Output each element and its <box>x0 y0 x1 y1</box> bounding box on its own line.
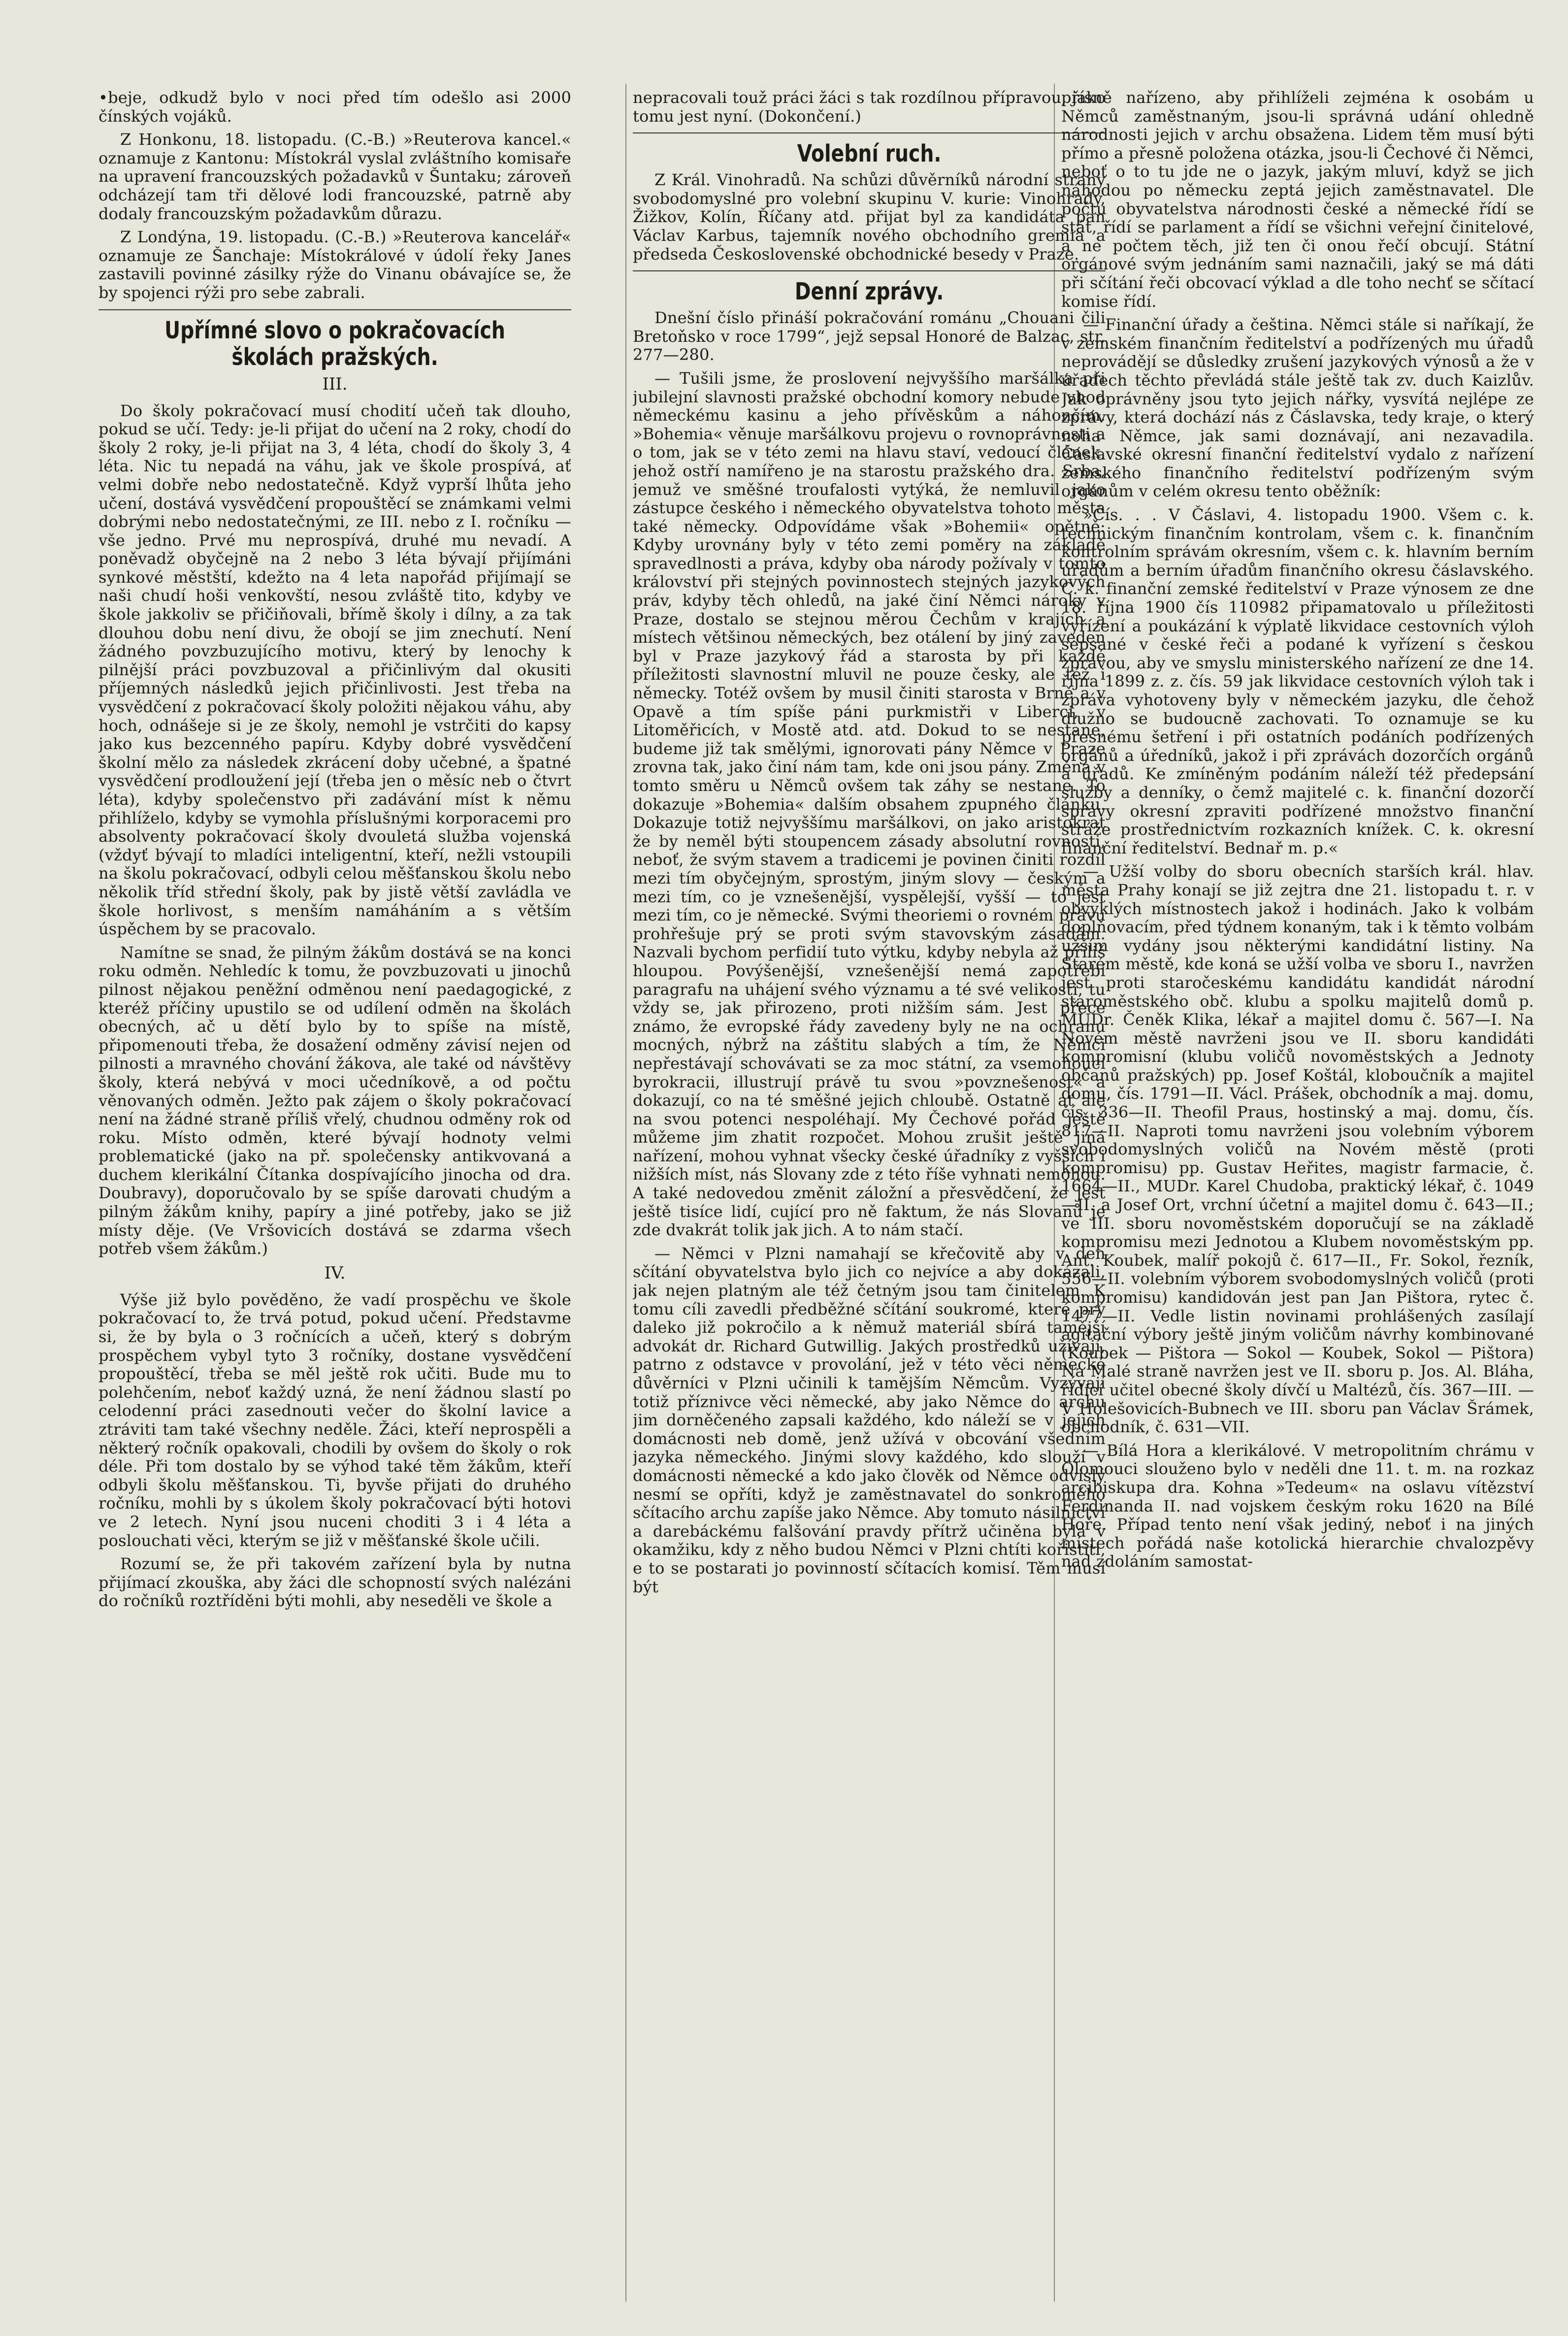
column-2 <box>633 89 1106 2297</box>
section-divider <box>633 132 1106 133</box>
article-paragraph: Rozumí se, že při takovém zařízení byla by nutna přijímací zkouška, aby žáci dle schopností svých nalézáni do ročníků roztříděni býti mohli, aby neseděli ve škole a <box>98 1554 571 1611</box>
section-heading: Denní zprávy. <box>794 278 944 306</box>
column-3 <box>1061 89 1534 2297</box>
article-paragraph: Do školy pokračovací musí chodití učeň tak dlouho, pokud se učí. Tedy: je-li přijat do učení na 2 roky, chodí do školy 2 roky, je-li přijat na 3, 4 léta, chodí do školy 3, 4 léta. Nic tu nepadá na váhu, jak ve škole prospívá, ať velmi dobře nebo nedostatečně. Když vyprší lhůta jeho učení, dostává vysvědčení propouštěcí se známkami velmi dobrými nebo nedostatečnými, ze III. nebo z I. ročníku — vše jedno. Prvé mu neprospívá, druhé mu nevadí. A poněvadž obyčejně na 2 nebo 3 léta bývají přijímáni synkové městští, kdežto na 4 leta napořád přijímají se naši chudí hoši venkovští, nesou zvláště tito, kdyby ve škole jakkoliv se přičiňovali, břímě školy i dílny, a za tak dlouhou dobu není divu, že obojí se jim znechutí. Není žádného povzbuzujícího motivu, který by lenochy k pilnější práci povzbuzoval a přičinlivým dal okusiti příjemných následků jejich přičinlivosti. Jest třeba na vysvědčení z pokračovací školy položiti nějakou váhu, aby hoch, odnášeje si je ze školy, nemohl je vstrčiti do kapsy jako kus bezcenného papíru. Kdyby dobré vysvědčení školní mělo za následek zkrácení doby učebné, a špatné vysvědčení prodloužení její (třeba jen o měsíc neb o čtvrt léta), kdyby společenstvo při zadávání míst k němu přihlíželo, kdyby se vymohla příslušnými korporacemi pro absolventy pokračovací školy dvouletá služba vojenská (vždyť bývají to mladíci inteligentní, kteří, nežli vstoupili na školu pokračovací, odbyli celou měšťanskou školu nebo několik tříd střední školy, pak by jistě větší zavládla ve škole horlivost, s menším namáháním a s větším úspěchem by se pracovalo. <box>98 401 571 939</box>
article-paragraph: — Němci v Plzni namahají se křečovitě aby v den sčítání obyvatelstva bylo jich co nejvíce a aby dokázali, jak nejen platným ale též četným jsou tam činitelem. K tomu cíli zavedli předběžné sčítání soukromé, které prý daleko již pokročilo a k němuž materiál sbírá tamější advokát dr. Richard Gutwillig. Jakých prostředků užívají, patrno z odstavce v provolání, jež v této věci německé důvěrníci v Plzni učinili k tamějším Němcům. Vyzývají totiž příznivce věci německé, aby jako Němce do archu jim dorněčeného zapsali každého, kdo náleží se v jejich domácnosti neb domě, jenž užívá v obcování všedním jazyka německého. Jinými slovy každého, kdo slouží v domácnosti německé a kdo jako člověk od Němce odvislý nesmí se opříti, když je zaměstnavatel do sonkromého sčítacího archu zapíše jako Němce. Aby tomuto násilnictví a darebáckému falšování pravdy přítrž učiněna byla v okamžiku, kdy z něho budou Němci v Plzni chtíti kořistiti, e to se postarati jo povinností sčítacích komisí. Těm musí být <box>633 1244 1106 1596</box>
section-number: III. <box>322 374 348 394</box>
article-paragraph: •beje, odkudž bylo v noci před tím odešlo asi 2000 čínských vojáků. <box>98 89 571 126</box>
article-paragraph: — Tušili jsme, že proslovení nejvyššího maršálka při jubilejní slavnosti pražské obchodní komory nebude vhod německému kasinu a jeho přívěskům a náhončím. »Bohemia« věnuje maršálkovu projevu o rovnoprávnosti a o tom, jak se v této zemi na hlavu staví, vedoucí článek, jehož ostří namířeno je na starostu pražského dra. Srba, jemuž ve směšné troufalosti vytýká, že nemluvil jako zástupce českého i německého obyvatelstva tohoto města také německy. Odpovídáme však »Bohemii« opětně: Kdyby urovnány byly v této zemi poměry na základě spravedlnosti a práva, kdyby oba národy požívaly v tomto království při stejných povinnostech stejných jazykových práv, kdyby těch ohledů, na jaké činí Němci nároky v Praze, dostalo se stejnou měrou Čechům v krajích a místech většinou německých, bez otálení by jiný zaveden byl v Praze jazykový řád a starosta by při každé příležitosti slavnostní mluvil ne pouze česky, ale též i německy. Totéž ovšem by musil činiti starosta v Brně a v Opavě a tím spíše páni purkmistři v Liberci, v Litoměřicích, v Mostě atd. atd. Dokud to se nestane, budeme již tak smělými, ignorovati pány Němce v Praze zrovna tak, jako činí nám tam, kde oni jsou pány. Změna v tomto směru u Němců ovšem tak záhy se nestane. To dokazuje »Bohemia« dalším obsahem zpupného článku. Dokazuje totiž nejvyššímu maršálkovi, on jako aristokrat že by neměl býti stoupencem zásady absolutní rovnosti, neboť, že svým stavem a tradicemi je povinen činiti rozdíl mezi tím obyčejným, sprostým, jiným slovy — českým a mezi tím, co je vznešenější, vyspělejší, vyšší — to jest mezi tím, co je německé. Svými theoriemi o rovném právu prohřešuje prý se proti svým stavovským zásadám. Nazvali bychom perfidií tuto výtku, kdyby nebyla až příliš hloupou. Povýšenější, vznešenější nemá zapotřebí paragrafu na uhájení svého významu a té své velikosti, tu vždy se, jak přirozeno, proti nižším sám. Jest přece známo, že evropské řády zavedeny byly ne na ochranu mocných, nýbrž na záštitu slabých a tím, že Němci nepřestávají schovávati se za moc státní, za vsemohoucí byrokracii, illustrují právě tu svou »povznešenost« a dokazují, co na té směšné jejich chloubě. Ostatně ať ale na svou potenci nespoléhají. My Čechové pořád ještě můžeme jim zhatit rozpočet. Mohou zrušit ještě jiná nařízení, mohou vyhnat všecky české úřadníky z vyšších i nižších míst, nás Slovany zde z této říše vyhnati nemohou. A také nedovedou změnit záložní a přesvědčení, že jest ještě tisíce lidí, cující pro ně faktum, že nás Slovanů je zde dvakrát tolik jak jich. A to nám stačí. <box>633 368 1106 1240</box>
section-heading: Volební ruch. <box>797 140 942 168</box>
article-paragraph: Z Honkonu, 18. listopadu. (C.-B.) »Reuterova kancel.« oznamuje z Kantonu: Místokrál vyslal zvláštního komisaře na upravení francouzských požadavků v Šuntaku; zároveň odcházejí tam tři dělové lodi francouzské, patrně aby dodaly francouzským požadavkům důrazu. <box>98 130 571 223</box>
column-1 <box>98 89 571 2297</box>
article-paragraph: Z Král. Vinohradů. Na schůzi důvěrníků národní strany svobodomyslné pro volební skupinu V. kurie: Vinohrady, Žižkov, Kolín, Říčany atd. přijat byl za kandidáta pan Václav Karbus, tajemník nového obchodního gremia a předseda Československé obchodnické besedy v Praze. <box>633 170 1106 263</box>
section-divider <box>98 309 571 310</box>
article-paragraph: Namítne se snad, že pilným žákům dostává se na konci roku odměn. Nehledíc k tomu, že povzbuzovati u jinochů pilnost nějakou peněžní odměnou není paedagogické, z kteréž příčiny upustilo se od udílení odměn na školách obecných, ač u dětí bylo by to spíše na místě, připomenouti třeba, že dosažení odměny závisí nejen od pilnosti a mravného chování žákova, ale také od návštěvy školy, která nebývá v moci učedníkově, a od počtu věnovaných odměn. Ježto pak zájem o školy pokračovací není na žádné straně příliš vřelý, chudnou odměny rok od roku. Místo odměn, které bývají hodnoty velmi problematické (jako na př. společensky antikvovaná a duchem klerikální Čítanka dospívajícího jinocha od dra. Doubravy), doporučovalo by se spíše darovati chudým a pilným žákům knihy, papíry a jiné potřeby, jako se již místy děje. (Ve Vršovicích dostává se zdarma všech potřeb všem žákům.) <box>98 943 571 1258</box>
article-paragraph: Výše již bylo pověděno, že vadí prospěchu ve škole pokračovací to, že trvá potud, pokud učení. Představme si, že by byla o 3 ročnících a učeň, který s dobrým prospěchem vybyl tyto 3 ročníky, dostane vysvědčení propouštěcí, třeba se měl ještě rok učiti. Bude mu to polehčením, neboť každý uzná, že není žádnou slastí po celodenní práci zasednouti večer do školní lavice a ztráviti tam také všechny neděle. Žáci, kteří neprospěli a některý ročník opakovali, chodili by ovšem do školy o rok déle. Při tom dostalo by se výhod také těm žákům, kteří odbyli školu měšťanskou. Ti, byvše přijati do druhého ročníku, mohli by s úkolem školy pokračovací býti hotovi ve 2 letech. Nyní jsou nuceni choditi 3 i 4 léta a poslouchati věci, kterým se již v měšťanské škole učili. <box>98 1290 571 1550</box>
article-paragraph: přísně nařízeno, aby přihlíželi zejména k osobám u Němců zaměstnaným, jsou-li správná udání ohledně národnosti jejich v archu obsažena. Lidem těm musí býti přímo a přesně položena otázka, jsou-li Čechové či Němci, neboť o to tu jde ne o jazyk, jakým mluví, když se jich náhodou po německu zeptá jejich zaměstnavatel. Dle počtu obyvatelstva národnosti české a německé řídí se stát, řídí se parlament a řídí se všichni veřejní činitelové, a ne počtem těch, již ten či onou řečí obcují. Státní orgánové svým jednáním sami naznačili, jaký se má dáti při sčítání řeči obcovací výklad a dle toho nechť se sčítací komise řídí. <box>1061 89 1534 311</box>
article-paragraph: — Užší volby do sboru obecních starších král. hlav. města Prahy konají se již zejtra dne 21. listopadu t. r. v obvyklých místnostech jakož i hodinách. Jako k volbám doplňovacím, před týdnem konaným, tak i k těmto volbám užším vydány jsou některými kandidátní listiny. Na Starém městě, kde koná se užší volba ve sboru I., navržen jest proti staročeskému kandidátu kandidát národní staroměstského obč. klubu a spolku majitelů domů p. MUDr. Čeněk Klika, lékař a majitel domu č. 567—I. Na Novém městě navrženi jsou ve II. sboru kandidáti kompromisní (klubu voličů novoměstských a Jednoty občanů pražských) pp. Josef Koštál, kloboučník a majitel domu, čís. 1791—II. Václ. Prášek, obchodník a maj. domu, čís. 336—II. Theofil Praus, hostinský a maj. domu, čís. 817—II. Naproti tomu navrženi jsou volebním výborem svobodomyslných voličů na Novém městě (proti kompromisu) pp. Gustav Heřites, magistr farmacie, č. 1664—II., MUDr. Karel Chudoba, praktický lékař, č. 1049—II. a Josef Ort, vrchní účetní a majitel domu č. 643—II.; ve III. sboru novoměstském doporučují se na základě kompromisu mezi Jednotou a Klubem novoměstským pp. Ant. Koubek, malíř pokojů č. 617—II., Fr. Sokol, řezník, 556—II. volebním výborem svobodomyslných voličů (proti kompromisu) kandidován jest pan Jan Pištora, rytec č. 1477—II. Vedle listin novinami prohlášených zasílají agitační výbory ještě jiným voličům návrhy kombinované (Koubek — Pištora — Sokol — Koubek, Sokol — Pištora) Na Malé straně navržen jest ve II. sboru p. Jos. Al. Bláha, řídící učitel obecné školy dívčí u Maltézů, čís. 367—III. — V Holešovicích-Bubnech ve III. sboru pan Václav Šrámek, obchodník, č. 631—VII. <box>1061 862 1534 1437</box>
article-paragraph: nepracovali touž práci žáci s tak rozdílnou přípravou, jako tomu jest nyní. (Dokončení.) <box>633 89 1106 126</box>
article-paragraph: — Bílá Hora a klerikálové. V metropolitním chrámu v Olomouci slouženo bylo v neděli dne 11. t. m. na rozkaz arcibiskupa dra. Kohna »Tedeum« na oslavu vítězství Ferdinanda II. nad vojskem českým roku 1620 na Bílé Hoře. Případ tento není však jediný, neboť i na jiných místech pořádá naše kotolická hierarchie chvalozpěvy nad zdoláním samostat- <box>1061 1441 1534 1571</box>
article-paragraph: »Čís. . . V Čáslavi, 4. listopadu 1900. Všem c. k. technickým finančním kontrolam, všem c. k. finančním kontrolním správám okresním, všem c. k. hlavním berním úřadům a berním úřadům finančního okresu čáslavského. C. k. finanční zemské ředitelství v Praze výnosem ze dne 18. října 1900 čís 110982 připamatovalo u příležitosti vyřízení a poukázání k výplatě likvidace cestovních výloh sepsané v české řeči a podané k vyřízení s českou zprávou, aby ve smyslu ministerského nařízení ze dne 14. října 1899 z. z. čís. 59 jak likvidace cestovních výloh tak i zpráva vyhotoveny byly v německém jazyku, dle čehož dlužno se budoucně zachovati. To oznamuje se ku přesnému šetření i při ostatních podáních podřízených orgánů a úředníků, jakož i při zprávách dozorčích orgánů a úřadů. Ke zmíněným podáním náleží též předepsání služby a denníky, o čemž majitelé c. k. finanční dozorčí správy okresní zpraviti podřízené množstvo finanční stráže prostřednictvím rozkazních knížek. C. k. okresní finanční ředitelství. Bednař m. p.« <box>1061 505 1534 857</box>
column-divider <box>625 84 626 2302</box>
article-paragraph: — Finanční úřady a čeština. Němci stále si naříkají, že v zemském finančním ředitelství a podřízených mu úřadů neprovádějí se důsledky zrušení jazykových výnosů a že v úřadech těchto převládá stále ještě tak zv. duch Kaizlův. Jak oprávněny jsou tyto jejich nářky, vysvítá nejlépe ze zprávy, která dochází nás z Čáslavska, tedy kraje, o který noha Němce, jak sami doznávají, ani nezavadila. Čáslavské okresní finanční ředitelství vydalo z nařízení zemského finančního ředitelství podřízeným svým orgánům v celém okresu tento oběžník: <box>1061 315 1534 501</box>
article-paragraph: Z Londýna, 19. listopadu. (C.-B.) »Reuterova kancelář« oznamuje ze Šanchaje: Místokrálové v údolí řeky Janes zastavili povinné zásilky rýže do Vinanu obávajíce se, že by spojenci rýži pro sebe zabrali. <box>98 228 571 302</box>
section-number: IV. <box>324 1263 346 1283</box>
section-divider <box>633 270 1106 271</box>
article-paragraph: Dnešní číslo přináší pokračování románu „Chouani čili Bretoňsko v roce 1799“, jejž sepsal Honoré de Balzac, str. 277—280. <box>633 308 1106 364</box>
section-heading: Upřímné slovo o pokračovacích školách pražských. <box>164 316 505 371</box>
